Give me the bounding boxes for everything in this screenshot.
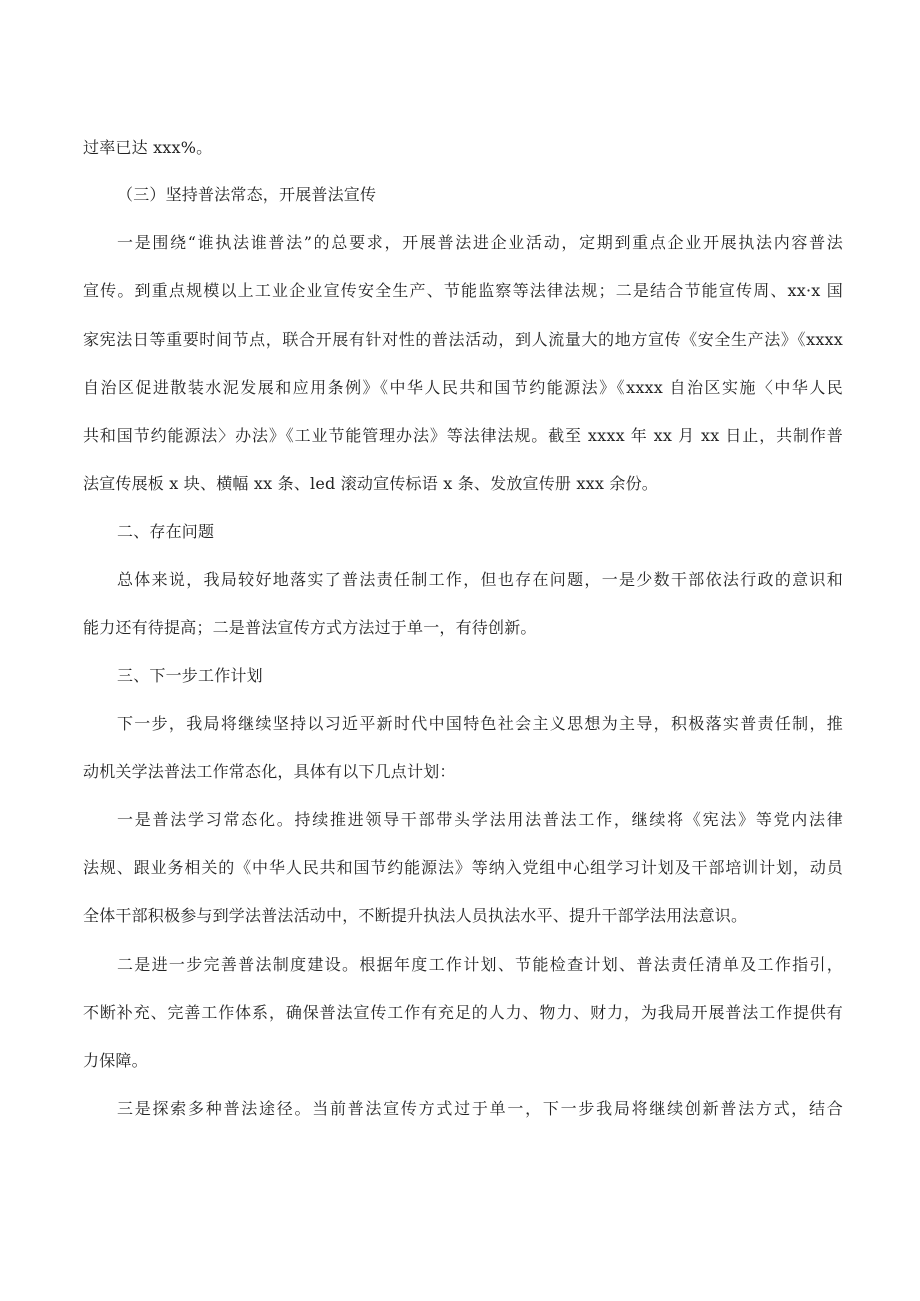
text-line-4: 宣传。到重点规模以上工业企业宣传安全生产、节能监察等法律法规；二是结合节能宣传周、xx·x 国 xyxy=(83,281,843,300)
text-line-15: 一是普法学习常态化。持续推进领导干部带头学法用法普法工作，继续将《宪法》等党内法律 xyxy=(117,810,843,829)
text-line-13: 下一步，我局将继续坚持以习近平新时代中国特色社会主义思想为主导，积极落实普责任制，推 xyxy=(117,714,843,733)
text-line-17: 全体干部积极参与到学法普法活动中，不断提升执法人员执法水平、提升干部学法用法意识。 xyxy=(83,906,748,925)
text-line-8: 法宣传展板 x 块、横幅 xx 条、led 滚动宣传标语 x 条、发放宣传册 xxx 余份。 xyxy=(83,474,658,493)
text-line-11: 能力还有待提高；二是普法宣传方式方法过于单一，有待创新。 xyxy=(83,618,537,637)
text-line-14: 动机关学法普法工作常态化，具体有以下几点计划： xyxy=(83,762,456,781)
text-line-3: 一是围绕“谁执法谁普法”的总要求，开展普法进企业活动，定期到重点企业开展执法内容普法 xyxy=(117,233,843,252)
text-line-1: 过率已达 xxx%。 xyxy=(83,138,213,157)
text-line-19: 不断补充、完善工作体系，确保普法宣传工作有充足的人力、物力、财力，为我局开展普法工作提供有 xyxy=(83,1003,843,1022)
text-line-5: 家宪法日等重要时间节点，联合开展有针对性的普法活动，到人流量大的地方宣传《安全生产法》《xxxx xyxy=(83,330,843,349)
text-line-20: 力保障。 xyxy=(83,1051,148,1070)
text-line-10: 总体来说，我局较好地落实了普法责任制工作，但也存在问题，一是少数干部依法行政的意识和 xyxy=(117,570,843,589)
section-heading-3: （三）坚持普法常态，开展普法宣传 xyxy=(117,185,377,204)
text-line-6: 自治区促进散装水泥发展和应用条例》《中华人民共和国节约能源法》《xxxx 自治区实施〈中华人民 xyxy=(83,378,843,397)
text-line-16: 法规、跟业务相关的《中华人民共和国节约能源法》等纳入党组中心组学习计划及干部培训计划，动员 xyxy=(83,858,843,877)
section-heading-problems: 二、存在问题 xyxy=(117,522,215,541)
text-line-18: 二是进一步完善普法制度建设。根据年度工作计划、节能检查计划、普法责任清单及工作指引， xyxy=(117,955,843,974)
text-line-7: 共和国节约能源法〉办法》《工业节能管理办法》等法律法规。截至 xxxx 年 xx 月 xx 日止，共制作普 xyxy=(83,426,843,445)
text-line-21: 三是探索多种普法途径。当前普法宣传方式过于单一，下一步我局将继续创新普法方式，结合 xyxy=(117,1099,843,1118)
section-heading-next-plan: 三、下一步工作计划 xyxy=(117,666,263,685)
